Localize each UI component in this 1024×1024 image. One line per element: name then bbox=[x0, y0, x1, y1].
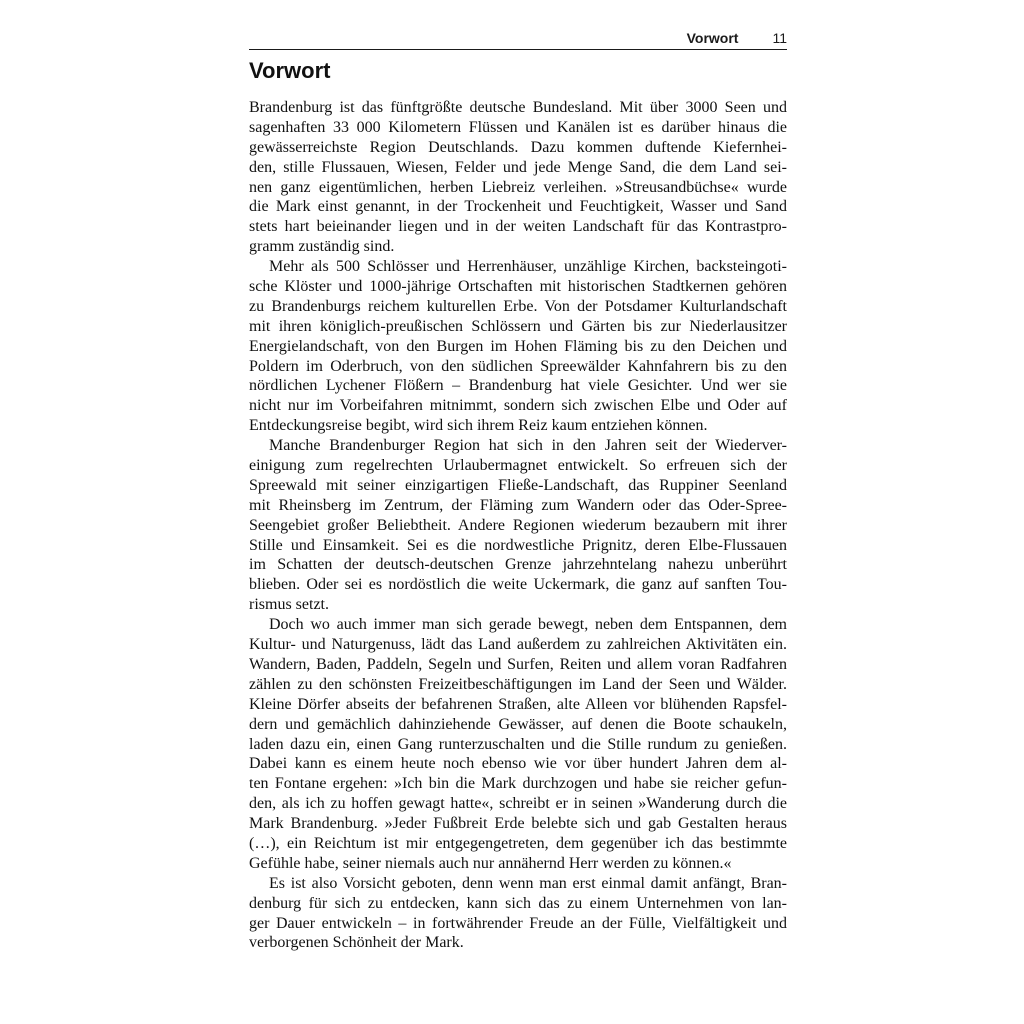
text-line: die Mark einst genannt, in der Trockenheit und Feuchtigkeit, Wasser und Sand bbox=[249, 198, 787, 216]
chapter-title: Vorwort bbox=[249, 58, 331, 83]
text-line: einigung zum regelrechten Urlaubermagnet entwickelt. So erfreuen sich der bbox=[249, 457, 787, 475]
text-line: den, stille Flussauen, Wiesen, Felder und jede Menge Sand, die dem Land sei- bbox=[249, 158, 787, 176]
text-line: laden dazu ein, einen Gang runterzuschalten und die Stille rundum zu genießen. bbox=[249, 735, 787, 753]
book-page bbox=[249, 30, 787, 953]
text-line: sagenhaften 33 000 Kilometern Flüssen und Kanälen ist es darüber hinaus die bbox=[249, 118, 787, 136]
text-line: stets hart beieinander liegen und in der weiten Landschaft für das Kontrastpro- bbox=[249, 218, 787, 236]
text-line: Brandenburg ist das fünftgrößte deutsche Bundesland. Mit über 3000 Seen und bbox=[249, 99, 787, 116]
body-text bbox=[249, 98, 787, 953]
text-line: Mehr als 500 Schlösser und Herrenhäuser, unzählige Kirchen, backsteingoti- bbox=[269, 258, 787, 276]
text-line: Stille und Einsamkeit. Sei es die nordwestliche Prignitz, deren Elbe-Flussauen bbox=[249, 536, 787, 554]
text-line: Poldern im Oderbruch, von den südlichen Spreewälder Kahnfahrern bis zu den bbox=[249, 357, 787, 375]
text-line: ten Fontane ergehen: »Ich bin die Mark durchzogen und habe sie reicher gefun- bbox=[249, 775, 787, 793]
text-line: mit Rheinsberg im Zentrum, der Fläming zum Wandern oder das Oder-Spree- bbox=[249, 496, 787, 514]
text-line: Kultur- und Naturgenuss, lädt das Land außerdem zu zahlreichen Aktivitäten ein. bbox=[249, 636, 787, 654]
paragraph bbox=[249, 98, 787, 257]
text-line: Manche Brandenburger Region hat sich in den Jahren seit der Wiederver- bbox=[269, 437, 787, 455]
text-line: verborgenen Schönheit der Mark. bbox=[249, 934, 464, 952]
text-line: Es ist also Vorsicht geboten, denn wenn man erst einmal damit anfängt, Bran- bbox=[269, 874, 787, 892]
text-line: im Schatten der deutsch-deutschen Grenze jahrzehntelang nahezu unberührt bbox=[249, 556, 787, 574]
text-line: nördlichen Lychener Flößern – Brandenburg hat viele Gesichter. Und wer sie bbox=[249, 377, 787, 395]
text-line: Doch wo auch immer man sich gerade bewegt, neben dem Entspannen, dem bbox=[269, 616, 787, 634]
paragraph bbox=[249, 436, 787, 615]
text-line: mit ihren königlich-preußischen Schlössern und Gärten bis zur Niederlausitzer bbox=[249, 317, 787, 335]
text-line: zählen zu den schönsten Freizeitbeschäftigungen im Land der Seen und Wälder. bbox=[249, 675, 787, 693]
text-line: den, als ich zu hoffen gewagt hatte«, schreibt er in seinen »Wanderung durch die bbox=[249, 795, 787, 813]
paragraph bbox=[249, 615, 787, 874]
text-line: dern und gemächlich dahinziehende Gewässer, auf denen die Boote schaukeln, bbox=[249, 715, 787, 733]
text-line: rismus setzt. bbox=[249, 596, 329, 614]
text-line: Kleine Dörfer abseits der befahrenen Straßen, alte Alleen vor blühenden Rapsfel- bbox=[249, 695, 787, 713]
text-line: Energielandschaft, von den Burgen im Hohen Fläming bis zu den Deichen und bbox=[249, 337, 787, 355]
text-line: Entdeckungsreise begibt, wird sich ihrem Reiz kaum entziehen können. bbox=[249, 417, 708, 435]
paragraph bbox=[249, 874, 787, 954]
text-line: Dabei kann es einem heute noch ebenso wie vor über hundert Jahren dem al- bbox=[249, 755, 787, 773]
text-line: nicht nur im Vorbeifahren mitnimmt, sondern sich zwischen Elbe und Oder auf bbox=[249, 397, 787, 415]
text-line: sche Klöster und 1000-jährige Ortschaften mit historischen Stadtkernen gehören bbox=[249, 278, 787, 296]
text-line: (…), ein Reichtum ist mir entgegengetreten, dem gegenüber ich das bestimmte bbox=[249, 834, 787, 852]
paragraph bbox=[249, 257, 787, 436]
text-line: ger Dauer entwickeln – in fortwährender Freude an der Fülle, Vielfältigkeit und bbox=[249, 914, 787, 932]
text-line: Mark Brandenburg. »Jeder Fußbreit Erde belebte sich und gab Gestalten heraus bbox=[249, 815, 787, 833]
running-head-section: Vorwort bbox=[686, 30, 739, 46]
text-line: blieben. Oder sei es nordöstlich die weite Uckermark, die ganz auf sanften Tou- bbox=[249, 576, 787, 594]
text-line: Gefühle habe, seiner niemals auch nur annähernd Herr werden zu können.« bbox=[249, 854, 732, 872]
text-line: Seengebiet großer Beliebtheit. Andere Regionen wiederum bezaubern mit ihrer bbox=[249, 516, 787, 534]
page-number: 11 bbox=[772, 30, 787, 46]
text-line: Wandern, Baden, Paddeln, Segeln und Surfen, Reiten und allem voran Radfahren bbox=[249, 655, 787, 673]
running-head bbox=[249, 30, 787, 50]
text-line: gramm zuständig sind. bbox=[249, 238, 395, 256]
text-line: zu Brandenburgs reichem kulturellen Erbe. Von der Potsdamer Kulturlandschaft bbox=[249, 297, 787, 315]
text-line: nen ganz eigentümlichen, herben Liebreiz verleihen. »Streusandbüchse« wurde bbox=[249, 178, 787, 196]
text-line: denburg für sich zu entdecken, kann sich das zu einem Unternehmen von lan- bbox=[249, 894, 787, 912]
text-line: Spreewald mit seiner einzigartigen Fließe-Landschaft, das Ruppiner Seenland bbox=[249, 476, 787, 494]
text-line: gewässerreichste Region Deutschlands. Dazu kommen duftende Kiefernhei- bbox=[249, 138, 787, 156]
